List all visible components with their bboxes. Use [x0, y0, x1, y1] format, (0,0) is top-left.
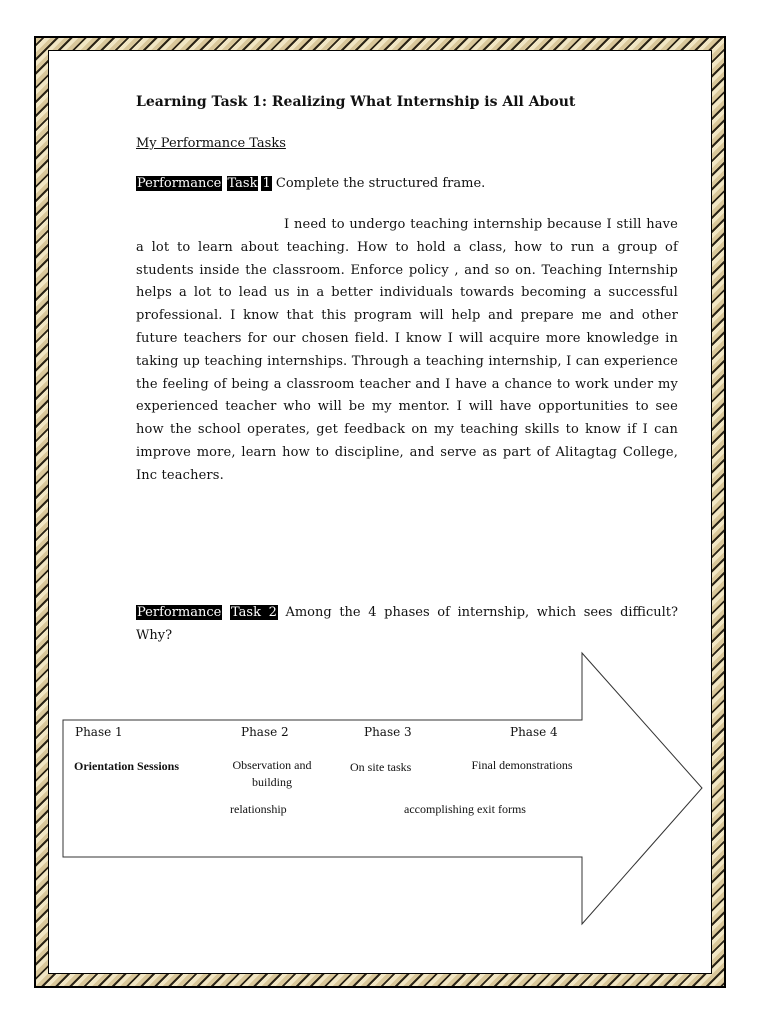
- phase-1-label: Phase 1: [75, 725, 123, 739]
- task2-label-b: Task 2: [230, 605, 277, 620]
- phase-2-label: Phase 2: [241, 725, 289, 739]
- phase-2-desc-continued: relationship: [230, 802, 287, 816]
- phase-2-desc: Observation and building: [232, 758, 312, 789]
- page-title: Learning Task 1: Realizing What Internship is All About: [136, 94, 576, 110]
- task1-label-c: 1: [262, 176, 271, 191]
- phase-3-desc: On site tasks: [350, 760, 412, 774]
- phase-1-desc: Orientation Sessions: [74, 759, 180, 773]
- arrow-shape: [63, 653, 702, 924]
- task1-instruction: Complete the structured frame.: [275, 176, 486, 191]
- section-subtitle: My Performance Tasks: [136, 136, 286, 151]
- task2-label-a: Performance: [137, 605, 222, 620]
- phase-3-label: Phase 3: [364, 725, 412, 739]
- task1-label-a: Performance: [137, 176, 222, 191]
- paragraph-text: I need to undergo teaching internship because I still have a lot to learn about teaching. How to hold a class, how to run a group of students inside the classroom. Enforce policy , and so on. Teaching Internship helps a lot to lead us in a better individuals towards becoming a successful professional. I know that this program will help and prepare me and other future teachers for our chosen field. I know I will acquire more knowledge in taking up teaching internships. Through a teaching internship, I can experience the feeling of being a classroom teacher and I have a chance to work under my experienced teacher who will be my mentor. I will have opportunities to see how the school operates, get feedback on my teaching skills to know if I can improve more, learn how to discipline, and serve as part of Alitagtag College, Inc teachers.: [136, 217, 678, 483]
- task1-label-b: Task: [227, 176, 258, 191]
- task2-question: Among the 4 phases of internship, which sees difficult? Why?: [136, 605, 678, 643]
- phase-4-desc: Final demonstrations: [471, 758, 573, 772]
- phase-4-label: Phase 4: [510, 725, 558, 739]
- phase-4-desc-continued: accomplishing exit forms: [404, 802, 526, 816]
